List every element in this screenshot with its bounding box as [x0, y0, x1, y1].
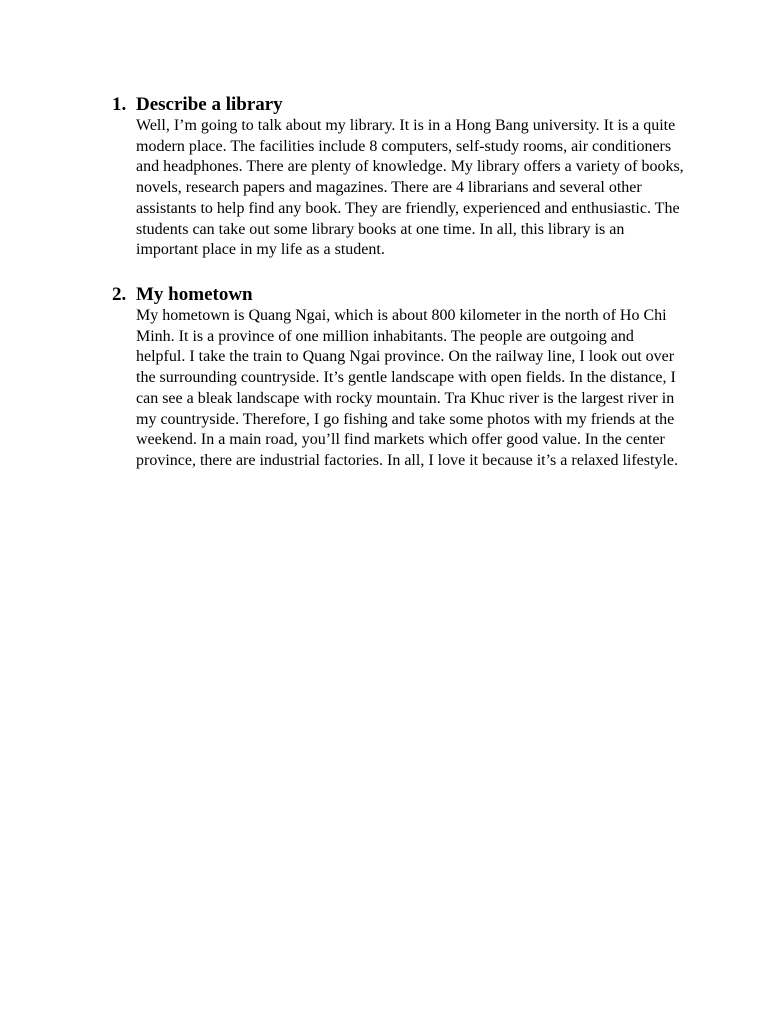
list-item-hometown	[112, 283, 692, 472]
section-title: My hometown	[136, 284, 253, 305]
list-item-library	[112, 93, 692, 261]
list-number: 2.	[112, 284, 127, 305]
section-title: Describe a library	[136, 94, 283, 115]
section-heading	[112, 283, 692, 306]
section-paragraph: Well, I’m going to talk about my library. It is in a Hong Bang university. It is a quite modern place. The facilities include 8 computers, self-study rooms, air conditioners and headphones. There are plenty of knowledge. My library offers a variety of books, novels, research papers and magazines. There are 4 librarians and several other assistants to help find any book. They are friendly, experienced and enthusiastic. The students can take out some library books at one time. In all, this library is an important place in my life as a student.	[136, 117, 684, 259]
list-number: 1.	[112, 94, 127, 115]
section-paragraph: My hometown is Quang Ngai, which is about 800 kilometer in the north of Ho Chi Minh. It is a province of one million inhabitants. The people are outgoing and helpful. I take the train to Quang Ngai province. On the railway line, I look out over the surrounding countryside. It’s gentle landscape with open fields. In the distance, I can see a bleak landscape with rocky mountain. Tra Khuc river is the largest river in my countryside. Therefore, I go fishing and take some photos with my friends at the weekend. In a main road, you’ll find markets which offer good value. In the center province, there are industrial factories. In all, I love it because it’s a relaxed lifestyle.	[136, 307, 678, 469]
section-heading	[112, 93, 692, 116]
